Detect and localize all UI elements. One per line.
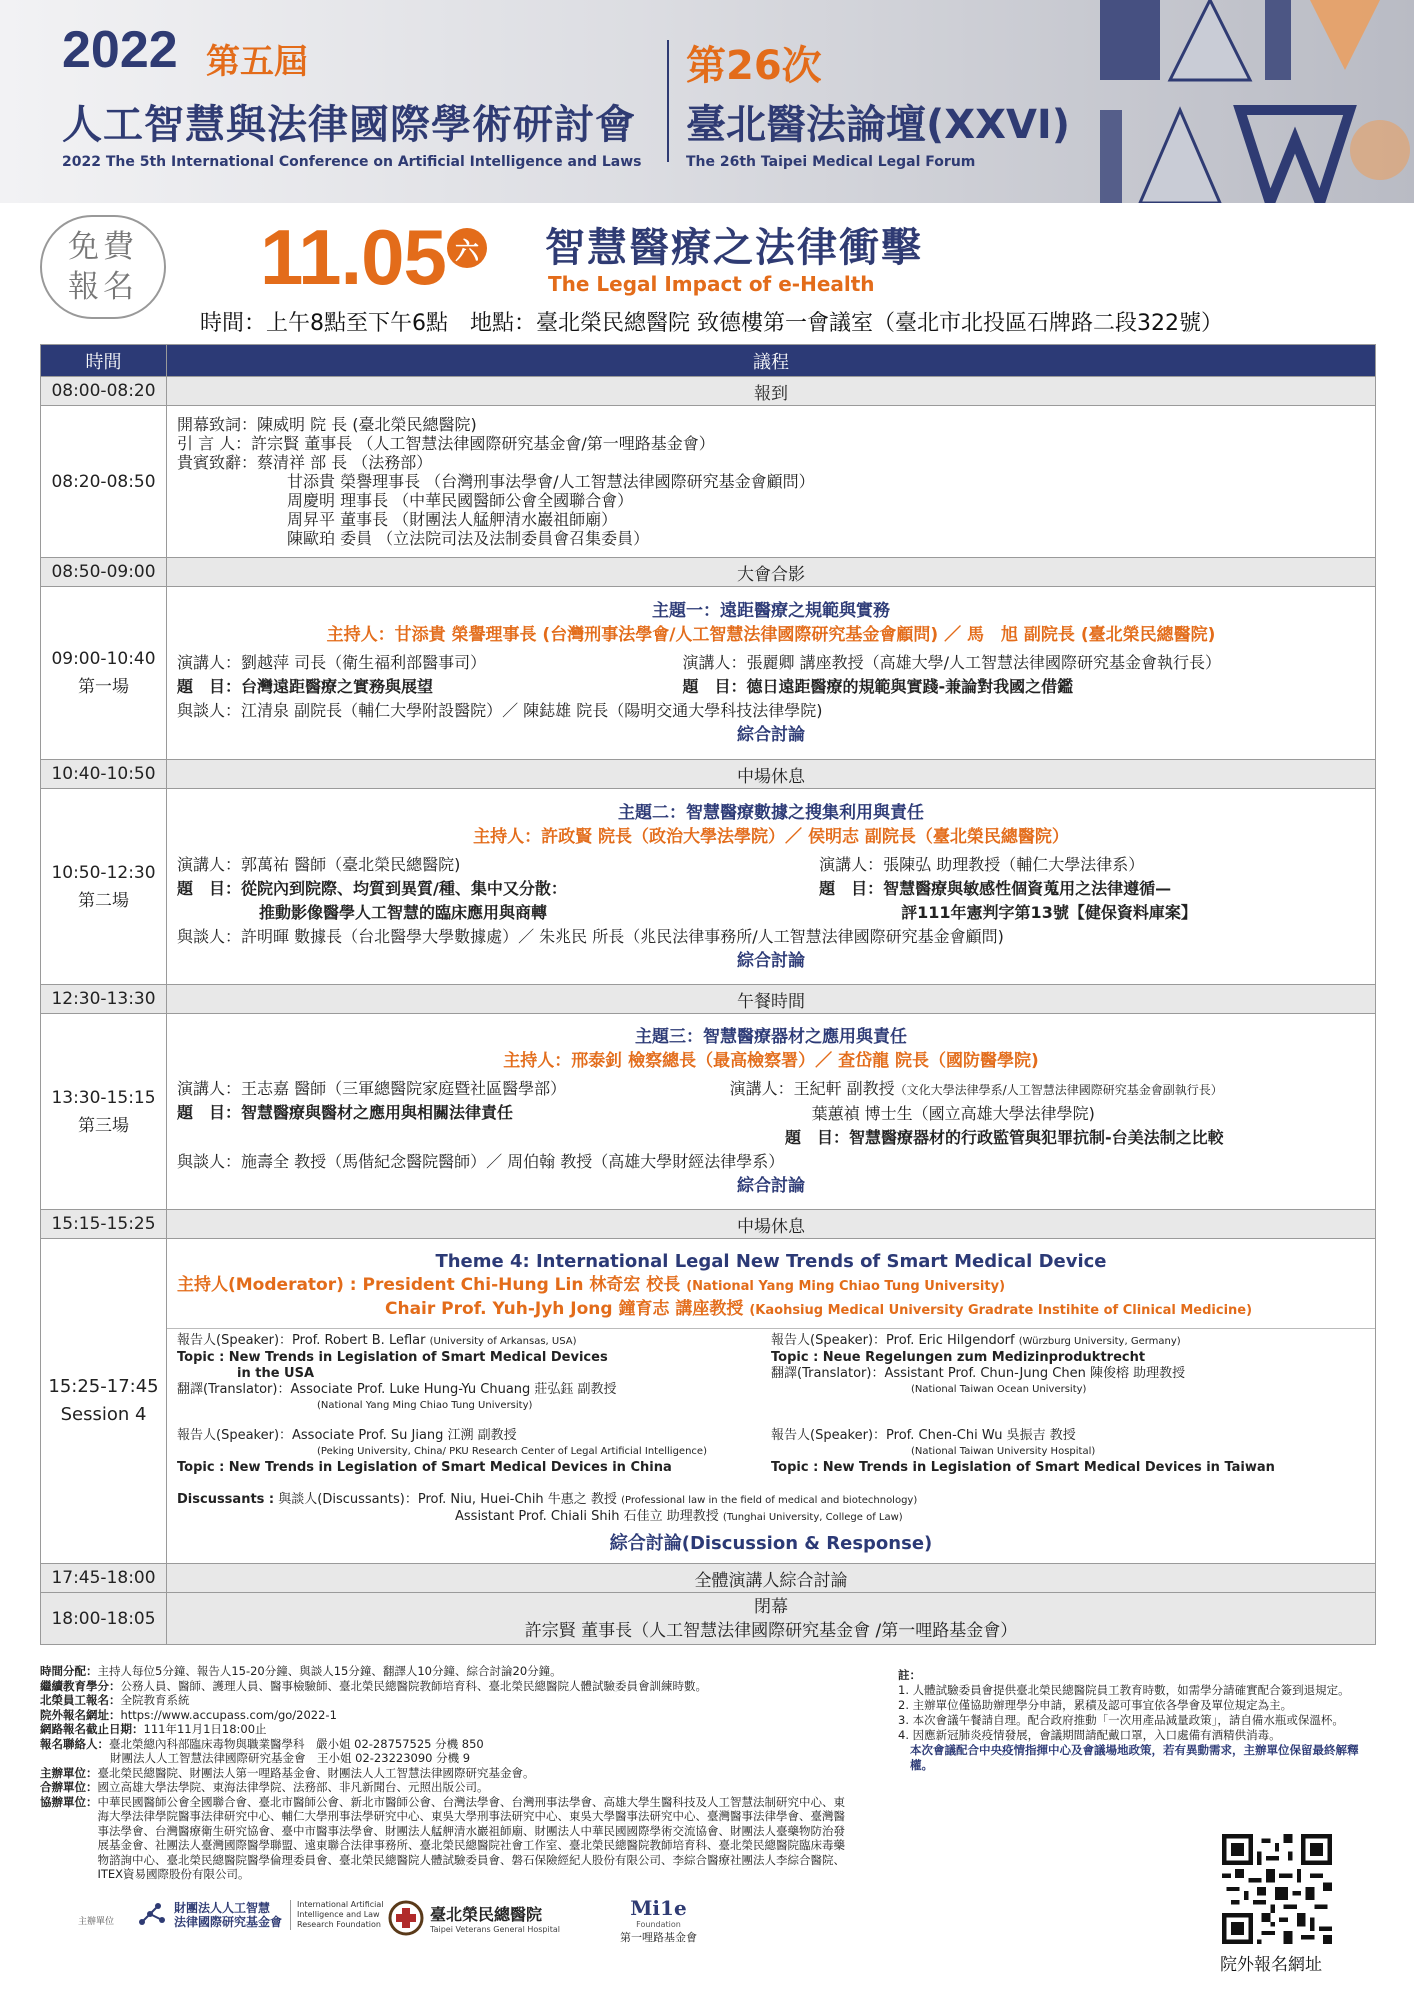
session-row [41,1014,1376,1210]
time-cell: 17:45-18:00 [41,1564,167,1593]
translator-affiliation: (National Taiwan Ocean University) [911,1383,1087,1395]
speaker-block [177,1428,771,1476]
speaker-affiliation: (National Taiwan University Hospital) [911,1445,1096,1457]
chair: Chair Prof. Yuh-Jyh Jong 鐘育志 講座教授 [385,1298,744,1319]
speaker [177,1333,771,1350]
footer-value: 全院教育系統 [120,1693,190,1707]
event-time-location: 時間：上午8點至下午6點 地點：臺北榮民總醫院 致德樓第一會議室（臺北市北投區石牌路二段322號） [200,311,1223,336]
speaker: 演講人：郭萬祐 醫師（臺北榮民總醫院) [177,854,461,874]
session-label: 第三場 [78,1115,129,1136]
conference-title: 人工智慧與法律國際學術研討會 [62,102,636,148]
table-row [41,1210,1376,1239]
speaker: 報告人(Speaker)：Prof. Chen-Chi Wu 吳振吉 教授 [771,1427,1076,1443]
note-item: 1. 人體試驗委員會提供臺北榮民總醫院員工教育時數，如需學分請確實配合簽到退規定。 [898,1683,1350,1697]
opening-line: 周昇平 董事長 （財團法人艋舺清水巖祖師廟） [287,510,618,529]
speaker [771,1333,1365,1350]
session-row [41,1239,1376,1564]
org-logo-ai-law-foundation [136,1900,384,1930]
time-cell: 08:50-09:00 [41,558,167,587]
discussant [177,1492,1365,1509]
forum-title-en: The 26th Taipei Medical Legal Forum [686,154,976,170]
session-host: 主持人：許政賢 院長（政治大學法學院）／ 侯明志 副院長（臺北榮民總醫院） [473,826,1069,847]
discussant-affiliation: (Tunghai University, College of Law) [722,1511,903,1523]
summary-discussion: 綜合討論 [737,950,805,971]
opening-line: 貴賓致辭：蔡清祥 部 長 （法務部） [177,453,433,472]
session-time-cell [41,789,167,985]
org-logo-mile-foundation [620,1896,697,1945]
speaker-block [771,1428,1365,1476]
speech-topic: Topic : New Trends in Legislation of Smart Medical Devices in Taiwan [771,1459,1275,1475]
event-title: 智慧醫療之法律衝擊 [545,225,923,271]
footer-value: 中華民國醫師公會全國聯合會、臺北市醫師公會、新北市醫師公會、台灣法學會、台灣刑事法學會、高雄大學生醫科技及人工智慧法制研究中心、東海大學法律學院醫事法律研究中心、輔仁大學刑事法學研究中心、東吳大學刑事法研究中心、東吳大學醫事法研究中心、臺灣醫事法律學會、臺灣醫事法學會、台灣醫療衛生研究協會、臺中市醫事法學會、財團法人艋舺清水巖祖師廟、財團法人中華民國國際學術交流協會、財團法人臺藥物防治發展基金會、社團法人臺灣國際醫學聯盟、遠東聯合法律事務所、臺北榮民總醫院社會工作室、臺北榮民總醫院教師培育科、臺北榮民總醫院臨床毒藥物諮詢中心、臺北榮民總醫院醫學倫理委員會、臺北榮民總醫院人體試驗委員會、磐石保險經紀人股份有限公司、李綜合醫療社團法人李綜合醫院、ITEX資易國際股份有限公司。 [97,1794,845,1881]
agenda-cell [167,1593,1376,1645]
summary-discussion: 綜合討論 [737,1176,805,1196]
discussants: 與談人：許明暉 數據長（台北醫學大學數據處）／ 朱兆民 所長（兆民法律事務所/人工智慧法律國際研究基金會顧問) [177,926,1004,946]
footer-value: 公務人員、醫師、護理人員、醫事檢驗師、臺北榮民總醫院教師培育科、臺北榮民總醫院人體試驗委員會訓練時數。 [120,1678,707,1693]
footer-value: 臺北榮總內科部臨床毒物與職業醫學科 嚴小姐 02-28757525 分機 850 [109,1736,484,1751]
session-label: 第一場 [78,677,129,697]
time-cell: 15:15-15:25 [41,1210,167,1239]
conference-title-en: 2022 The 5th International Conference on Artificial Intelligence and Laws [62,154,642,170]
opening-line: 周慶明 理事長 （中華民國醫師公會全國聯合會） [287,491,634,510]
speaker-block [819,853,1365,925]
forum-number: 第26次 [686,43,822,89]
speaker: 報告人(Speaker)：Associate Prof. Su Jiang 江溯 副教授 [177,1427,517,1443]
moderator-affiliation: (National Yang Ming Chiao Tung University) [686,1278,1006,1294]
session-label: 第二場 [78,890,129,911]
session-cell [167,789,1376,985]
speech-topic: Topic : New Trends in Legislation of Smart Medical Devices in China [177,1459,672,1475]
closing-speaker: 許宗賢 董事長（人工智慧法律國際研究基金會 /第一哩路基金會） [524,1620,1018,1641]
discussant-affiliation: (Professional law in the field of medical and biotechnology) [621,1494,918,1506]
session-label: Session 4 [60,1404,147,1425]
col-time-header: 時間 [41,345,167,377]
speech-topic: 題 目：從院內到院際、均質到異質/種、集中又分散： [177,878,567,898]
speakers-row [177,853,1365,925]
org1-en-line2: Intelligence and Law [297,1910,380,1919]
conference-edition: 第五屆 [206,42,308,82]
forum-title: 臺北醫法論壇(XXVI) [686,102,1071,148]
speakers-row [177,1333,1365,1414]
footer-line [40,1679,850,1694]
session-time: 13:30-15:15 [51,1087,156,1108]
translator: 翻譯(Translator)：Associate Prof. Luke Hung-Yu Chuang 莊弘鈺 副教授 [177,1381,617,1397]
schedule-table [40,344,1376,1645]
opening-line: 開幕致詞：陳威明 院 長 (臺北榮民總醫院) [177,415,477,434]
translator-affiliation: (National Yang Ming Chiao Tung University) [317,1399,533,1411]
org2-name: 臺北榮民總醫院 [430,1905,543,1924]
footer-notes [898,1668,1374,1773]
session-time-cell [41,1014,167,1210]
org1-en-line1: International Artificial [297,1900,384,1909]
table-row [41,985,1376,1014]
footer-line [40,1795,850,1882]
footer-value: 國立高雄大學法學院、東海法律學院、法務部、非凡新聞台、元照出版公司。 [97,1780,489,1794]
footer-key: 北榮員工報名： [40,1693,121,1707]
speaker-name: 演講人：王紀軒 副教授 [729,1079,895,1098]
schedule-header-row [41,345,1376,377]
conference-year: 2022 [62,21,178,79]
footer-key: 繼續教育學分： [40,1678,121,1693]
speaker-block [177,651,683,699]
speaker-block [683,651,1365,699]
free-registration-badge [40,215,166,319]
footer-line [40,1780,850,1795]
session-row [41,587,1376,760]
translator: 翻譯(Translator)：Assistant Prof. Chun-Jung Chen 陳俊榕 助理教授 [771,1365,1186,1381]
time-cell: 10:40-10:50 [41,760,167,789]
table-row [41,1564,1376,1593]
session-time: 15:25-17:45 [48,1376,159,1397]
registration-url[interactable]: https://www.accupass.com/go/2022-1 [120,1707,337,1722]
session-time: 10:50-12:30 [51,862,156,883]
agenda-cell: 午餐時間 [167,985,1376,1014]
session-topic: 主題三：智慧醫療器材之應用與責任 [635,1027,907,1047]
footer-line [40,1766,850,1781]
speech-topic-cont: 推動影像醫學人工智慧的臨床應用與商轉 [259,902,548,922]
speech-topic: 題 目：智慧醫療與醫材之應用與相關法律責任 [177,1103,514,1122]
speech-topic: Topic : Neue Regelungen zum Medizinproduktrecht [771,1349,1146,1365]
table-row [41,558,1376,587]
speaker-name: 報告人(Speaker)：Prof. Eric Hilgendorf [771,1332,1015,1348]
qr-code-label: 院外報名網址 [1220,1955,1322,1975]
footer-key: 時間分配： [40,1664,98,1678]
foundation-logo-icon [136,1900,170,1930]
chair-affiliation: (Kaohsiug Medical University Gradrate Instihite of Clinical Medicine) [749,1302,1253,1318]
time-cell: 18:00-18:05 [41,1593,167,1645]
session-row [41,789,1376,985]
discussant [177,1509,1365,1526]
speaker-affiliation: (University of Arkansas, USA) [429,1335,577,1347]
discussants-block [177,1492,1365,1526]
notes-title: 註： [898,1668,921,1682]
time-cell: 08:00-08:20 [41,377,167,406]
speaker-affiliation: (Peking University, China/ PKU Research Center of Legal Artificial Intelligence) [317,1445,707,1457]
header-divider [667,40,669,162]
org2-en: Taipei Veterans General Hospital [430,1925,560,1934]
speaker: 演講人：張麗卿 講座教授（高雄大學/人工智慧法律國際研究基金會執行長） [682,653,1222,672]
opening-line: 引 言 人：許宗賢 董事長 （人工智慧法律國際研究基金會/第一哩路基金會） [177,434,715,453]
footer-key: 報名聯絡人： [40,1736,109,1751]
qr-code-icon[interactable] [1222,1834,1332,1944]
summary-discussion: 綜合討論 [737,725,805,745]
time-cell: 12:30-13:30 [41,985,167,1014]
speaker-name: 報告人(Speaker)：Prof. Robert B. Leflar [177,1332,426,1348]
session-time-cell [41,1239,167,1564]
footer-key: 院外報名網址： [40,1707,121,1722]
session-topic: 主題一：遠距醫療之規範與實務 [652,601,890,621]
speaker [730,1077,1365,1102]
speaker-affiliation: （文化大學法律學系/人工智慧法律國際研究基金會副執行長） [894,1083,1223,1097]
session-host: 主持人：邢泰釗 檢察總長（最高檢察署）／ 查岱龍 院長（國防醫學院) [503,1051,1039,1071]
speech-topic: 題 目：台灣遠距醫療之實務與展望 [177,677,434,696]
discussant-name: 與談人(Discussants)：Prof. Niu, Huei-Chih 牛惠之 教授 [278,1491,617,1507]
table-row [41,406,1376,558]
footer-key: 網路報名截止日期： [40,1722,144,1736]
session-cell [167,587,1376,760]
speakers-row [177,1428,1365,1476]
opening-cell [167,406,1376,558]
header-banner [0,0,1414,203]
col-agenda-header: 議程 [167,345,1376,377]
table-row [41,1593,1376,1645]
speaker: 葉蕙禎 博士生（國立高雄大學法律學院) [811,1104,1095,1123]
speaker: 演講人：張陳弘 助理教授（輔仁大學法律系） [819,854,1145,874]
agenda-cell: 中場休息 [167,760,1376,789]
speech-topic: 題 目：德日遠距醫療的規範與實踐-兼論對我國之借鑑 [682,677,1074,696]
table-row [41,760,1376,789]
footer-line [40,1693,850,1708]
session-host: 主持人：甘添貴 榮譽理事長 (台灣刑事法學會/人工智慧法律國際研究基金會顧問) ／ 馬 旭 副院長 (臺北榮民總醫院) [326,625,1216,645]
speech-topic-cont: 評111年憲判字第13號【健保資料庫案】 [901,902,1197,922]
table-row [41,377,1376,406]
agenda-cell: 報到 [167,377,1376,406]
org3-sub: Foundation [636,1920,681,1929]
session-time-cell [41,587,167,760]
discussants: 與談人：施壽全 教授（馬偕紀念醫院醫師）／ 周伯翰 教授（高雄大學財經法律學系） [177,1152,785,1171]
footer-key: 協辦單位： [40,1794,98,1809]
footer-line [40,1664,850,1679]
note-item: 3. 本次會議午餐請自理。配合政府推動「一次用產品減量政策」，請自備水瓶或保溫杯。 [898,1713,1344,1727]
hospital-seal-icon [388,1900,424,1936]
speaker-block [730,1077,1365,1126]
speech-topic: 題 目：智慧醫療器材的行政監管與犯罪抗制-台美法制之比較 [785,1128,1224,1147]
speaker-block [771,1333,1365,1414]
opening-line: 甘添貴 榮譽理事長 （台灣刑事法學會/人工智慧法律國際研究基金會顧問） [287,472,815,491]
footer-value: 111年11月1日18:00止 [143,1722,267,1736]
opening-line: 陳歐珀 委員 （立法院司法及法制委員會召集委員） [287,529,650,548]
session-time: 09:00-10:40 [51,649,156,669]
footer-key: 合辦單位： [40,1780,98,1794]
discussants-label: Discussants : [177,1491,275,1507]
speakers-row [177,1077,1365,1126]
event-date: 11.05 [260,213,446,301]
speaker-affiliation: (Würzburg University, Germany) [1018,1335,1181,1347]
footer-line [40,1708,850,1723]
speaker: 演講人：劉越萍 司長（衛生福利部醫事司） [177,653,487,672]
speaker-block [177,1077,730,1126]
footer-info [40,1664,850,1882]
discussants: 與談人：江清泉 副院長（輔仁大學附設醫院）／ 陳鋕雄 院長（陽明交通大學科技法律學院) [177,701,823,720]
time-cell: 08:20-08:50 [41,406,167,558]
agenda-cell: 全體演講人綜合討論 [167,1564,1376,1593]
ai-law-letters-art [1080,0,1414,203]
free-badge-line2: 報名 [68,269,138,305]
speaker: 演講人：王志嘉 醫師（三軍總醫院家庭暨社區醫學部） [177,1079,567,1098]
org1-en-line3: Research Foundation [297,1920,381,1929]
event-title-en: The Legal Impact of e-Health [548,272,875,296]
org1-name-line2: 法律國際研究基金會 [174,1915,283,1929]
footer-line [40,1737,850,1752]
footer-value: 臺北榮民總醫院、財團法人第一哩路基金會、財團法人人工智慧法律國際研究基金會。 [97,1765,535,1780]
session-topic: 主題二：智慧醫療數據之搜集利用與責任 [618,802,924,823]
free-badge-line1: 免費 [68,229,138,265]
footer-value: 主持人每位5分鐘、報告人15-20分鐘、與談人15分鐘、翻譯人10分鐘、綜合討論20分鐘。 [97,1664,562,1678]
speaker-block [177,1333,771,1414]
note-item: 4. 因應新冠肺炎疫情發展，會議期間請配戴口罩，入口處備有酒精供消毒。 [898,1728,1281,1742]
org-logo-taipei-veterans-hospital [388,1900,560,1936]
speech-topic: 題 目：智慧醫療與敏感性個資蒐用之法律遵循— [819,878,1172,898]
footer-key: 主辦單位： [40,1765,98,1780]
org3-logo: Mi1e [630,1896,687,1920]
footer-line: 財團法人人工智慧法律國際研究基金會 王小姐 02-23223090 分機 9 [110,1751,471,1765]
summary-discussion: 綜合討論(Discussion & Response) [609,1532,933,1554]
speech-topic-cont: in the USA [237,1365,315,1381]
speech-topic: Topic : New Trends in Legislation of Smart Medical Devices [177,1349,608,1365]
session-topic: Theme 4: International Legal New Trends of Smart Medical Device [435,1250,1107,1272]
closing-title: 閉幕 [754,1596,788,1617]
agenda-cell: 大會合影 [167,558,1376,587]
session-cell [167,1014,1376,1210]
organizers-label: 主辦單位 [78,1917,115,1927]
note-item: 2. 主辦單位僅協助辦理學分申請，累積及認可事宜依各學會及單位規定為主。 [898,1698,1293,1712]
note-highlight: 本次會議配合中央疫情指揮中心及會議場地政策，若有異動需求，主辦單位保留最終解釋權。 [910,1743,1359,1772]
event-weekday-badge: 六 [447,228,487,268]
session-cell [167,1239,1376,1564]
session-host [177,1274,1365,1298]
org3-name: 第一哩路基金會 [620,1931,697,1944]
speakers-row [177,651,1365,699]
org1-name-line1: 財團法人人工智慧 [174,1901,271,1915]
moderator: 主持人(Moderator) : President Chi-Hung Lin 林奇宏 校長 [177,1274,681,1295]
session-host [177,1298,1365,1322]
footer-line [40,1722,850,1737]
discussant-name: Assistant Prof. Chiali Shih 石佳立 助理教授 [455,1508,719,1524]
agenda-cell: 中場休息 [167,1210,1376,1239]
speaker-block [177,853,819,925]
